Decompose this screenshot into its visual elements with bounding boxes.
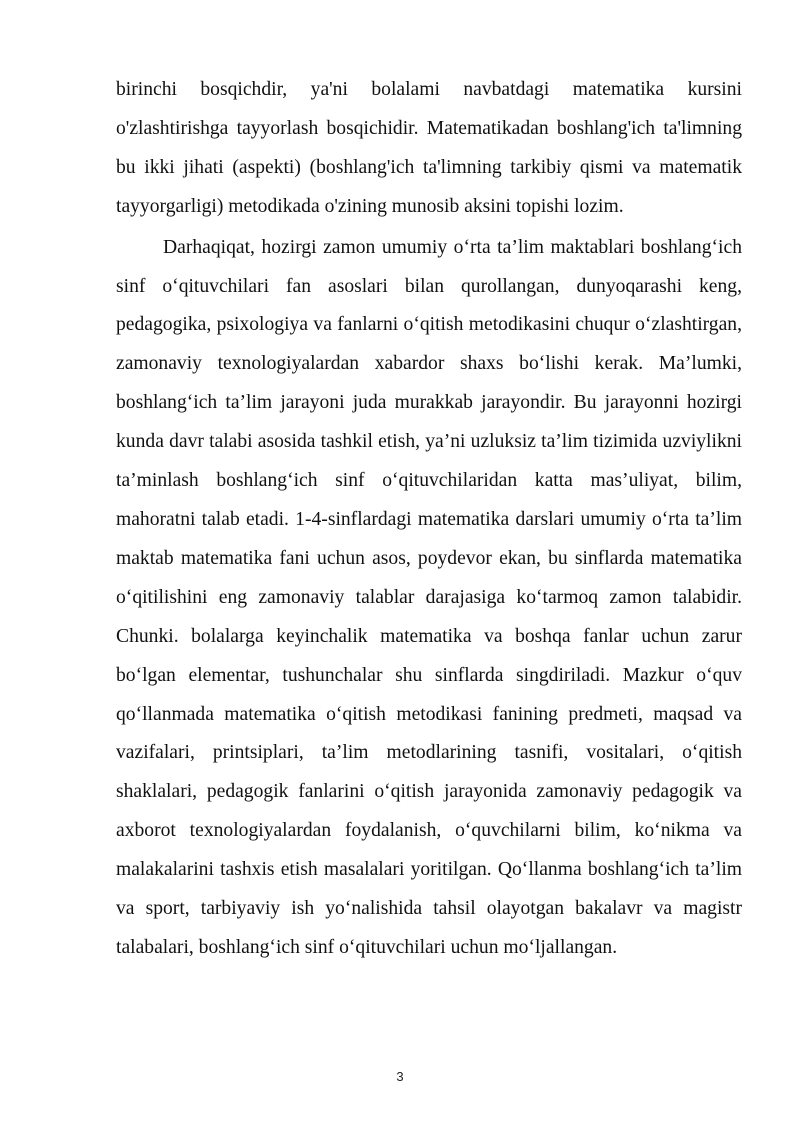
page-number: 3 [396,1069,404,1084]
body-text [116,71,742,968]
paragraph-main: Darhaqiqat, hozirgi zamon umumiy o‘rta ta’lim maktablari boshlang‘ich sinf o‘qituvchilari fan asoslari bilan qurollangan, dunyoqarashi keng, pedagogika, psixologiya va fanlarni o‘qitish metodikasini chuqur o‘zlashtirgan, zamonaviy texnologiyalardan xabardor shaxs bo‘lishi kerak. Ma’lumki, boshlang‘ich ta’lim jarayoni juda murakkab jarayondir. Bu jarayonni hozirgi kunda davr talabi asosida tashkil etish, ya’ni uzluksiz ta’lim tizimida uzviylikni ta’minlash boshlang‘ich sinf o‘qituvchilaridan katta mas’uliyat, bilim, mahoratni talab etadi. 1-4-sinflardagi matematika darslari umumiy o‘rta ta’lim maktab matematika fani uchun asos, poydevor ekan, bu sinflarda matematika o‘qitilishini eng zamonaviy talablar darajasiga ko‘tarmoq zamon talabidir. Chunki. bolalarga keyinchalik matematika va boshqa fanlar uchun zarur bo‘lgan elementar, tushunchalar shu sinflarda singdiriladi. Mazkur o‘quv qo‘llanmada matematika o‘qitish metodikasi fanining predmeti, maqsad va vazifalari, printsiplari, ta’lim metodlarining tasnifi, vositalari, o‘qitish shaklalari, pedagogik fanlarini o‘qitish jarayonida zamonaviy pedagogik va axborot texnologiyalardan foydalanish, o‘quvchilarni bilim, ko‘nikma va malakalarini tashxis etish masalalari yoritilgan. Qo‘llanma boshlang‘ich ta’lim va sport, tarbiyaviy ish yo‘nalishida tahsil olayotgan bakalavr va magistr talabalari, boshlang‘ich sinf o‘qituvchilari uchun mo‘ljallangan. [116,236,742,958]
paragraph-continuation: birinchi bosqichdir, ya'ni bolalami navbatdagi matematika kursini o'zlashtirishga tayyorlash bosqichidir. Matematikadan boshlang'ich ta'limning bu ikki jihati (aspekti) (boshlang'ich ta'limning tarkibiy qismi va matematik tayyorgarligi) metodikada o'zining munosib aksini topishi lozim. [116,79,742,217]
